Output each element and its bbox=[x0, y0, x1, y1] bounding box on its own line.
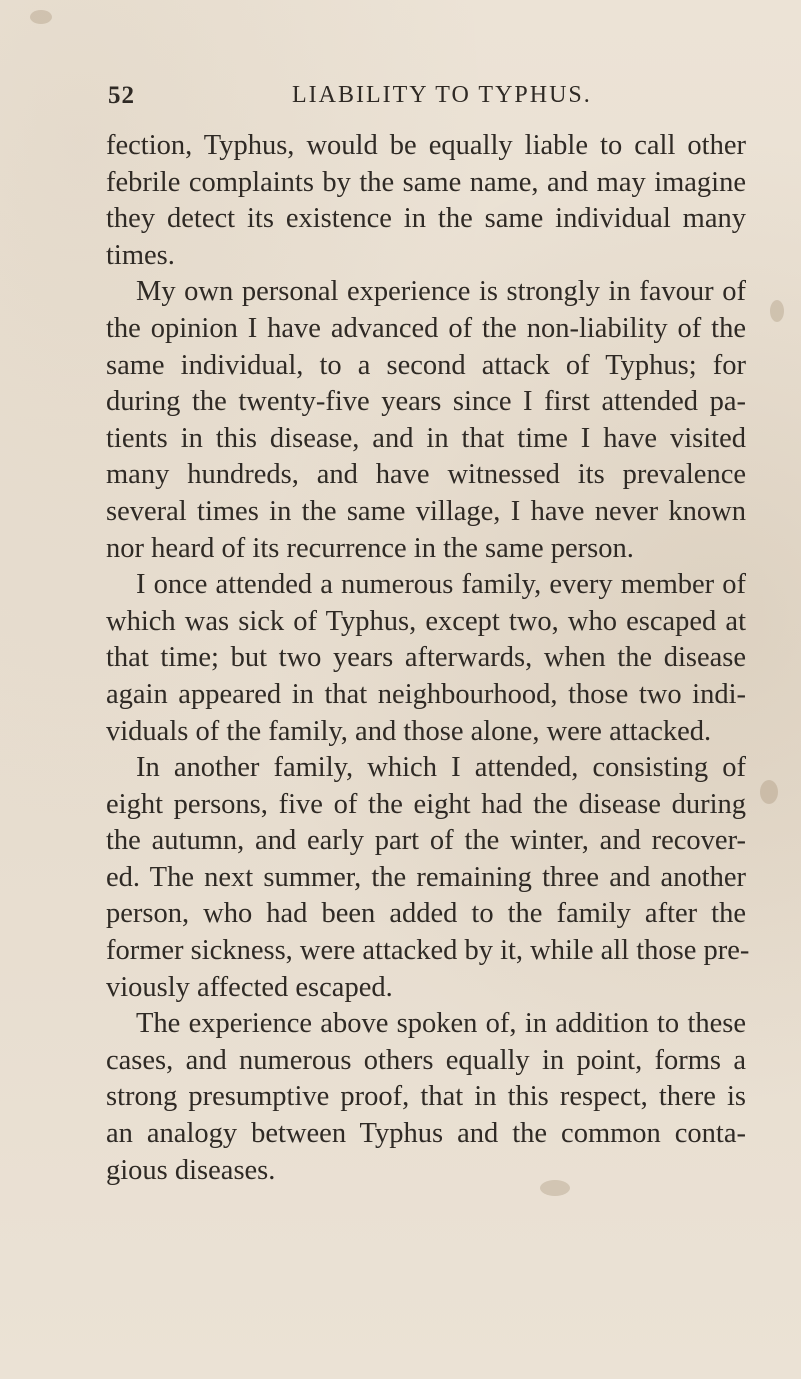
running-title: LIABILITY TO TYPHUS. bbox=[292, 82, 592, 108]
text-line: cases, and numerous others equally in point, forms a bbox=[106, 1044, 746, 1076]
text-line: the opinion I have advanced of the non-liability of the bbox=[106, 312, 746, 344]
text-line: nor heard of its recurrence in the same person. bbox=[106, 532, 634, 564]
text-line: times. bbox=[106, 239, 175, 271]
text-line: an analogy between Typhus and the common conta- bbox=[106, 1118, 746, 1150]
text-line: former sickness, were attacked by it, while all those pre- bbox=[106, 935, 750, 967]
paper-stain bbox=[760, 780, 778, 804]
paragraph bbox=[106, 567, 746, 750]
text-line: gious diseases. bbox=[106, 1154, 276, 1186]
text-line: that time; but two years afterwards, when the disease bbox=[106, 642, 746, 674]
text-line: the autumn, and early part of the winter, and recover- bbox=[106, 825, 746, 857]
text-line: which was sick of Typhus, except two, who escaped at bbox=[106, 605, 746, 637]
text-line: febrile complaints by the same name, and may imagine bbox=[106, 166, 746, 198]
text-line: ed. The next summer, the remaining three and another bbox=[106, 861, 746, 893]
text-line: during the twenty-five years since I first attended pa- bbox=[106, 386, 746, 418]
text-line: person, who had been added to the family after the bbox=[106, 898, 746, 930]
text-line: tients in this disease, and in that time I have visited bbox=[106, 422, 746, 454]
paragraph bbox=[106, 274, 746, 567]
text-line: several times in the same village, I have never known bbox=[106, 495, 746, 527]
page-header bbox=[108, 82, 748, 116]
paragraph bbox=[106, 128, 746, 274]
text-line: again appeared in that neighbourhood, those two indi- bbox=[106, 678, 746, 710]
text-line: My own personal experience is strongly in favour of bbox=[136, 276, 746, 308]
text-line: In another family, which I attended, consisting of bbox=[136, 752, 746, 784]
text-line: strong presumptive proof, that in this respect, there is bbox=[106, 1081, 746, 1113]
text-line: The experience above spoken of, in addition to these bbox=[136, 1008, 746, 1040]
body-text bbox=[106, 128, 750, 1189]
text-line: same individual, to a second attack of Typhus; for bbox=[106, 349, 746, 381]
paragraph bbox=[106, 750, 750, 1006]
text-line: viously affected escaped. bbox=[106, 971, 393, 1003]
text-line: viduals of the family, and those alone, were attacked. bbox=[106, 715, 712, 747]
paper-stain bbox=[30, 10, 52, 24]
text-line: many hundreds, and have witnessed its prevalence bbox=[106, 459, 746, 491]
page-number: 52 bbox=[108, 82, 135, 109]
text-line: they detect its existence in the same individual many bbox=[106, 203, 746, 235]
text-line: I once attended a numerous family, every member of bbox=[136, 569, 746, 601]
text-line: fection, Typhus, would be equally liable to call other bbox=[106, 130, 746, 161]
text-line: eight persons, five of the eight had the disease during bbox=[106, 788, 746, 820]
paper-stain bbox=[770, 300, 784, 322]
paragraph bbox=[106, 1006, 746, 1189]
